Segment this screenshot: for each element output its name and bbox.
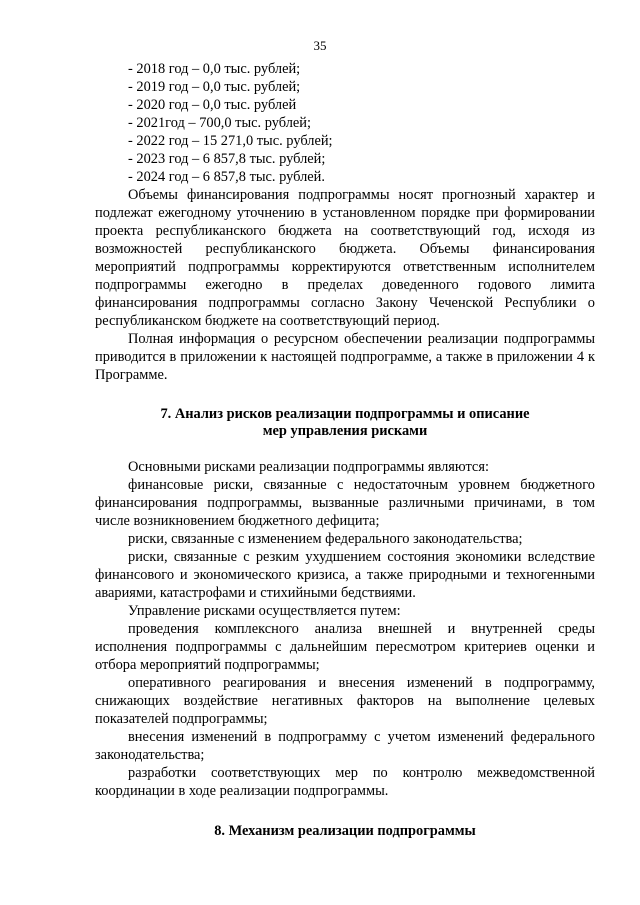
funding-list-item: - 2024 год – 6 857,8 тыс. рублей. bbox=[128, 169, 325, 185]
paragraph: Управление рисками осуществляется путем: bbox=[128, 603, 401, 619]
paragraph: Полная информация о ресурсном обеспечении реализации подпрограммы приводится в приложении к настоящей подпрограмме, а также в приложении 4 к Программе. bbox=[95, 331, 595, 383]
paragraph: Основными рисками реализации подпрограммы являются: bbox=[128, 459, 489, 475]
paragraph: Объемы финансирования подпрограммы носят прогнозный характер и подлежат ежегодному уточнению в установленном порядке при формировании проекта республиканского бюджета на соответствующий год, исходя из возможностей республиканского бюджета. Объемы финансирования мероприятий подпрограммы корректируются ответственным исполнителем подпрограммы ежегодно в пределах доведенного годового лимита финансирования подпрограммы согласно Закону Чеченской Республики о республиканском бюджете на соответствующий период. bbox=[95, 187, 595, 329]
paragraph: риски, связанные с изменением федерального законодательства; bbox=[128, 531, 523, 547]
funding-list bbox=[95, 60, 595, 186]
paragraph: оперативного реагирования и внесения изменений в подпрограмму, снижающих воздействие негативных факторов на выполнение целевых показателей подпрограммы; bbox=[95, 675, 595, 727]
page-number: 35 bbox=[313, 38, 327, 53]
paragraph: внесения изменений в подпрограмму с учетом изменений федерального законодательства; bbox=[95, 729, 595, 763]
section-8-heading: 8. Механизм реализации подпрограммы bbox=[214, 823, 476, 839]
paragraph: разработки соответствующих мер по контролю межведомственной координации в ходе реализации подпрограммы. bbox=[95, 765, 595, 799]
section-7-heading bbox=[95, 406, 595, 440]
paragraph: финансовые риски, связанные с недостаточным уровнем бюджетного финансирования подпрограммы, вызванные различными причинами, в том числе возникновением бюджетного дефицита; bbox=[95, 477, 595, 529]
funding-list-item: - 2020 год – 0,0 тыс. рублей bbox=[128, 97, 297, 113]
paragraph: проведения комплексного анализа внешней и внутренней среды исполнения подпрограммы с дальнейшим пересмотром критериев оценки и отбора мероприятий подпрограммы; bbox=[95, 621, 595, 673]
funding-list-item: - 2023 год – 6 857,8 тыс. рублей; bbox=[128, 151, 326, 167]
funding-list-item: - 2019 год – 0,0 тыс. рублей; bbox=[128, 79, 301, 95]
funding-list-item: - 2018 год – 0,0 тыс. рублей; bbox=[128, 61, 301, 77]
section-7-title-line2: мер управления рисками bbox=[262, 423, 428, 439]
page-content bbox=[95, 60, 595, 840]
paragraph: риски, связанные с резким ухудшением состояния экономики вследствие финансового и экономического кризиса, а также природными и техногенными авариями, катастрофами и стихийными бедствиями. bbox=[95, 549, 595, 601]
funding-list-item: - 2022 год – 15 271,0 тыс. рублей; bbox=[128, 133, 333, 149]
funding-list-item: - 2021год – 700,0 тыс. рублей; bbox=[128, 115, 311, 131]
section-7-title-line1: 7. Анализ рисков реализации подпрограммы и описание bbox=[160, 406, 530, 422]
